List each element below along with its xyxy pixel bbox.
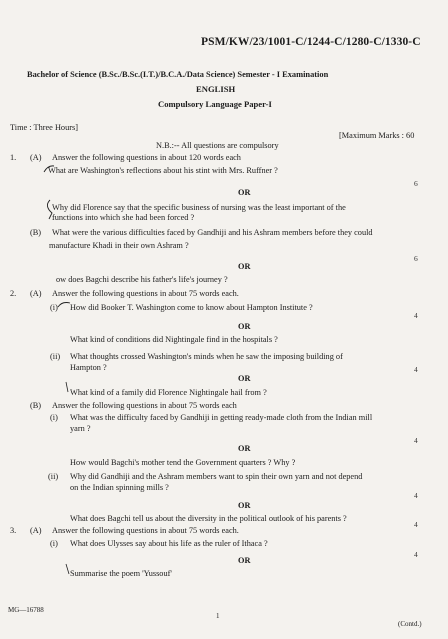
pen-tick-q1a (44, 166, 54, 172)
q1-a-question-1: What are Washington's reflections about his stint with Mrs. Ruffner ? (48, 166, 278, 175)
q2-b-i-or: OR (238, 444, 251, 453)
q1-a-question-2-line-1: Why did Florence say that the specific business of nursing was the least important of the (52, 203, 346, 212)
max-marks-label: [Maximum Marks : 60 (339, 131, 415, 140)
q2-a-ii-or: OR (238, 374, 251, 383)
q1-b-question-1-line-1: What were the various difficulties faced by Gandhiji and his Ashram members before they could (52, 228, 373, 237)
course-title: Bachelor of Science (B.Sc./B.Sc.(I.T.)/B.C.A./Data Science) Semester - I Examination (27, 70, 329, 79)
pen-tick-q2a-ii-alt (66, 382, 68, 392)
q2-b-ii-question-1-line-2: on the Indian spinning mills ? (70, 483, 169, 492)
q2-b-ii-question-2: What does Bagchi tell us about the diversity in the political outlook of his parents ? (70, 514, 347, 523)
pen-tick-q2a-i (58, 303, 70, 308)
pen-bracket-q1a-alt (47, 200, 52, 219)
q2-b-i-label: (i) (50, 413, 58, 422)
q2-b-i-question-2: How would Bagchi's mother tend the Government quarters ? Why ? (70, 458, 296, 467)
q3-a-i-question-1: What does Ulysses say about his life as the ruler of Ithaca ? (70, 539, 268, 548)
q2-b-ii-question-1-line-1: Why did Gandhiji and the Ashram members want to spin their own yarn and not depend (70, 472, 363, 481)
q3-a-label: (A) (30, 526, 42, 535)
nb-note: N.B.:-- All questions are compulsory (156, 141, 279, 150)
q1-a-question-1-marks: 6 (414, 179, 418, 188)
footer-code: MG—16788 (8, 606, 44, 614)
q2-b-ii-question-1-marks: 4 (414, 491, 418, 500)
subject-title: ENGLISH (196, 84, 236, 94)
q1-a-or: OR (238, 188, 251, 197)
q1-b-question-1-line-2: manufacture Khadi in their own Ashram ? (49, 241, 189, 250)
q2-a-i-question-1: How did Booker T. Washington come to know about Hampton Institute ? (70, 303, 313, 312)
q1-b-or: OR (238, 262, 251, 271)
q2-a-label: (A) (30, 289, 42, 298)
q1-a-question-2-line-2: functions into which she had been forced ? (52, 213, 195, 222)
q2-a-i-or: OR (238, 322, 251, 331)
time-label: Time : Three Hours] (10, 123, 78, 132)
pen-tick-q3a-alt (66, 564, 69, 574)
q1-b-label: (B) (30, 228, 42, 237)
q2-number: 2. (10, 289, 17, 298)
q2-a-instruction: Answer the following questions in about 75 words each. (52, 289, 239, 298)
footer-page-number: 1 (216, 612, 220, 620)
q3-number: 3. (10, 526, 17, 535)
footer-contd: (Contd.) (398, 620, 422, 628)
paper-code: PSM/KW/23/1001-C/1244-C/1280-C/1330-C (201, 36, 421, 48)
q2-b-instruction: Answer the following questions in about 75 words each (52, 401, 237, 410)
q2-b-label: (B) (30, 401, 42, 410)
q2-a-ii-question-2: What kind of a family did Florence Nightingale hail from ? (70, 388, 267, 397)
q1-a-label: (A) (30, 153, 42, 162)
q2-a-i-question-2: What kind of conditions did Nightingale find in the hospitals ? (70, 335, 278, 344)
q2-a-ii-question-1-line-1: What thoughts crossed Washington's minds when he saw the imposing building of (70, 352, 343, 361)
q2-b-ii-label: (ii) (48, 472, 59, 481)
q2-b-i-question-1-line-1: What was the difficulty faced by Gandhiji in getting ready-made cloth from the Indian mill (70, 413, 373, 422)
q2-b-i-question-1-marks: 4 (414, 436, 418, 445)
q2-b-i-question-1-line-2: yarn ? (70, 424, 91, 433)
q3-a-i-question-2: Summarise the poem 'Yussouf' (70, 569, 172, 578)
q2-b-ii-question-2-marks: 4 (414, 520, 418, 529)
q2-a-ii-question-1-line-2: Hampton ? (70, 363, 107, 372)
q1-a-instruction: Answer the following questions in about 120 words each (52, 153, 241, 162)
q2-a-i-label: (i) (50, 303, 58, 312)
q2-b-ii-or: OR (238, 501, 251, 510)
q2-a-ii-question-1-marks: 4 (414, 365, 418, 374)
q3-a-i-or: OR (238, 556, 251, 565)
q2-a-ii-label: (ii) (50, 352, 61, 361)
q1-b-question-2: ow does Bagchi describe his father's life's journey ? (56, 275, 228, 284)
q1-b-question-1-marks: 6 (414, 254, 418, 263)
q1-number: 1. (10, 153, 17, 162)
q3-a-instruction: Answer the following questions in about 75 words each. (52, 526, 239, 535)
paper-title: Compulsory Language Paper-I (158, 99, 272, 109)
q3-a-i-label: (i) (50, 539, 58, 548)
q2-a-i-question-1-marks: 4 (414, 311, 418, 320)
q3-a-i-question-1-marks: 4 (414, 550, 418, 559)
